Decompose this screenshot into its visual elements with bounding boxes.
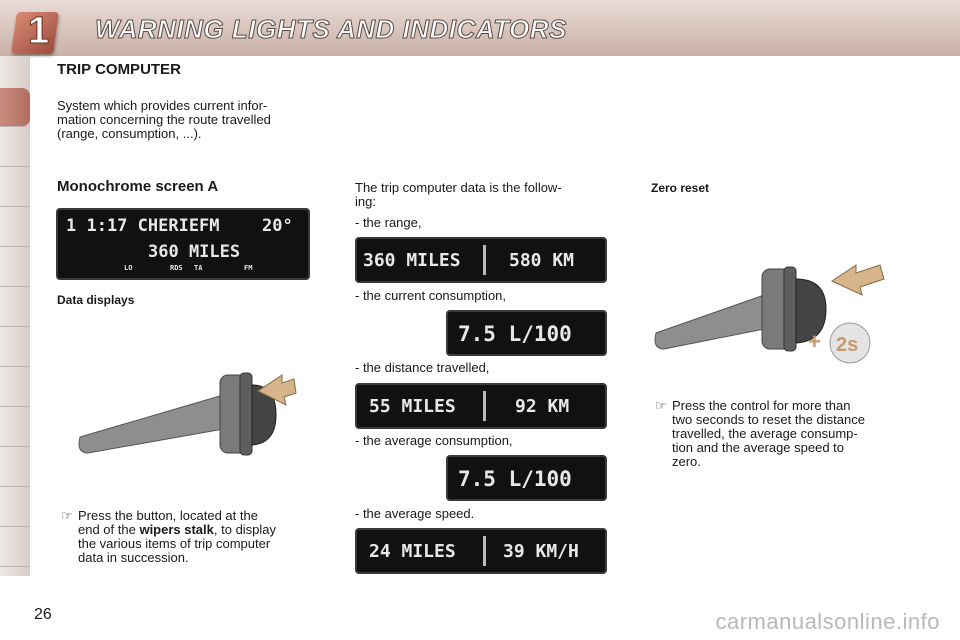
pointer-bullet-icon: ☞ (655, 398, 667, 413)
range-miles: 360 MILES (363, 250, 461, 271)
reset-instruction-line: tion and the average speed to (672, 440, 845, 455)
chapter-tabs (0, 56, 30, 576)
page-title: WARNING LIGHTS AND INDICATORS (95, 14, 567, 44)
chapter-number: 1 (28, 10, 50, 52)
display-divider (483, 536, 486, 566)
range-display (355, 237, 607, 283)
current-consumption-display (446, 310, 607, 356)
chapter-tab[interactable] (0, 448, 30, 487)
average-speed-label: - the average speed. (355, 506, 475, 521)
reset-stalk-illustration (650, 245, 900, 370)
page-number: 26 (34, 606, 52, 623)
chapter-tab-active[interactable] (0, 88, 30, 127)
reset-instruction-line: Press the control for more than (672, 398, 851, 413)
average-consumption-display (446, 455, 607, 501)
range-label: - the range, (355, 215, 422, 230)
trip-intro-line: ing: (355, 194, 376, 209)
display-temperature: 20° (262, 216, 293, 236)
section-heading: TRIP COMPUTER (57, 61, 181, 78)
distance-km: 92 KM (515, 396, 570, 417)
instruction-emphasis: wipers stalk (139, 522, 214, 537)
display-label-rds: RDS (170, 264, 183, 272)
chapter-tab[interactable] (0, 208, 30, 247)
svg-text:+: + (808, 329, 821, 354)
display-line-radio: 1 1:17 CHERIEFM (66, 216, 220, 236)
instruction-line (78, 523, 276, 537)
chapter-tab[interactable] (0, 368, 30, 407)
chapter-tab[interactable] (0, 488, 30, 527)
trip-intro-line: The trip computer data is the follow- (355, 180, 562, 195)
display-label-lo: LO (124, 264, 133, 272)
chapter-tab[interactable] (0, 408, 30, 447)
distance-display (355, 383, 607, 429)
timer-icon (808, 323, 870, 363)
intro-line: mation concerning the route travelled (57, 112, 271, 127)
range-km: 580 KM (509, 250, 575, 271)
current-consumption-label: - the current consumption, (355, 288, 507, 303)
reset-instruction-line: two seconds to reset the distance (672, 412, 865, 427)
average-consumption-value: 7.5 L/100 (458, 467, 572, 491)
current-consumption-value: 7.5 L/100 (458, 322, 572, 346)
timer-badge-text: 2s (836, 334, 859, 356)
chapter-tab[interactable] (0, 288, 30, 327)
zero-reset-heading: Zero reset (651, 181, 710, 195)
intro-line: System which provides current infor- (57, 98, 268, 113)
average-speed-display (355, 528, 607, 574)
reset-instruction-line: travelled, the average consump- (672, 426, 858, 441)
chapter-tab[interactable] (0, 128, 30, 167)
instruction-text: , to display (213, 522, 277, 537)
monochrome-heading: Monochrome screen A (57, 178, 219, 195)
watermark: carmanualsonline.info (715, 609, 940, 634)
data-displays-label: Data displays (57, 293, 135, 307)
display-divider (483, 245, 486, 275)
distance-miles: 55 MILES (369, 396, 456, 417)
wiper-stalk-illustration (70, 345, 310, 460)
average-speed-kmh: 39 KM/H (503, 541, 579, 562)
display-line-range: 360 MILES (148, 242, 241, 262)
reset-instruction-line: zero. (672, 454, 701, 469)
instruction-line: Press the button, located at the (78, 508, 258, 523)
chapter-tab[interactable] (0, 528, 30, 567)
instruction-text: end of the (78, 522, 140, 537)
chapter-tab[interactable] (0, 328, 30, 367)
distance-label: - the distance travelled, (355, 360, 490, 375)
display-divider (483, 391, 486, 421)
pointer-bullet-icon: ☞ (61, 508, 73, 523)
chapter-tab[interactable] (0, 168, 30, 207)
display-label-ta: TA (194, 264, 203, 272)
instruction-line: data in succession. (78, 550, 189, 565)
instruction-line: the various items of trip computer (78, 536, 271, 551)
monochrome-display (56, 208, 310, 280)
average-speed-miles: 24 MILES (369, 541, 456, 562)
average-consumption-label: - the average consumption, (355, 433, 513, 448)
page-header (0, 0, 960, 56)
pointer-arrow-icon (832, 265, 884, 295)
display-label-fm: FM (244, 264, 253, 272)
chapter-tab[interactable] (0, 248, 30, 287)
intro-line: (range, consumption, ...). (57, 126, 202, 141)
